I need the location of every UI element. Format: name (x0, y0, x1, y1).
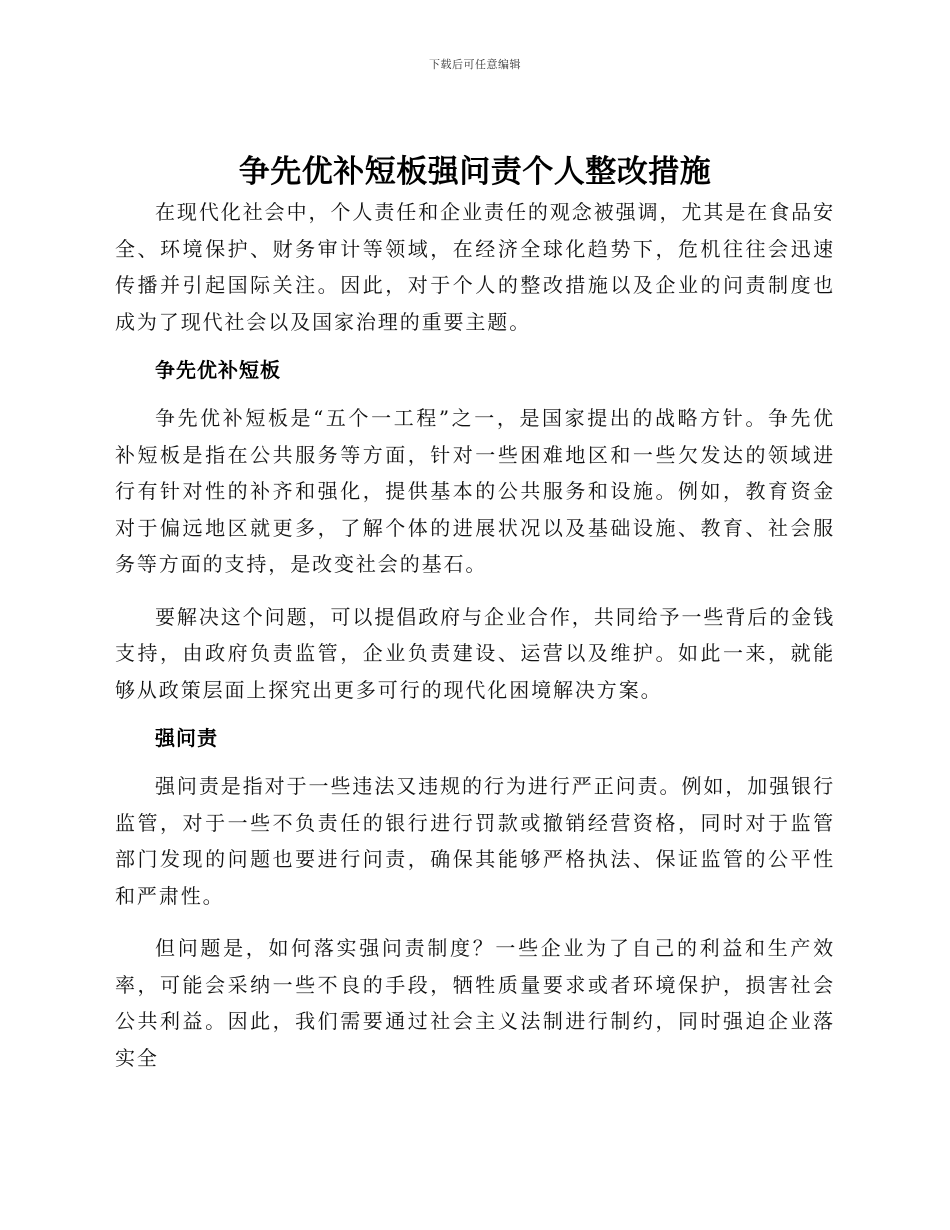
document-title: 争先优补短板强问责个人整改措施 (238, 154, 712, 190)
section-heading-zhengxian: 争先优补短板 (155, 358, 281, 382)
section-heading-wenze: 强问责 (155, 726, 218, 750)
section2-paragraph-2: 但问题是，如何落实强问责制度？一些企业为了自己的利益和生产效率，可能会采纳一些不良的手段，牺牲质量要求或者环境保护，损害社会公共利益。因此，我们需要通过社会主义法制进行制约，同时强迫企业落实全 (115, 936, 835, 1070)
header-note: 下载后可任意编辑 (429, 58, 521, 71)
section1-paragraph-1: 争先优补短板是“五个一工程”之一，是国家提出的战略方针。争先优补短板是指在公共服务等方面，针对一些困难地区和一些欠发达的领域进行有针对性的补齐和强化，提供基本的公共服务和设施。例如，教育资金对于偏远地区就更多，了解个体的进展状况以及基础设施、教育、社会服务等方面的支持，是改变社会的基石。 (115, 406, 835, 576)
document-body (115, 150, 835, 1076)
section1-paragraph-2: 要解决这个问题，可以提倡政府与企业合作，共同给予一些背后的金钱支持，由政府负责监管，企业负责建设、运营以及维护。如此一来，就能够从政策层面上探究出更多可行的现代化困境解决方案。 (115, 604, 835, 702)
intro-paragraph: 在现代化社会中，个人责任和企业责任的观念被强调，尤其是在食品安全、环境保护、财务审计等领域，在经济全球化趋势下，危机往往会迅速传播并引起国际关注。因此，对于个人的整改措施以及企业的问责制度也成为了现代社会以及国家治理的重要主题。 (115, 200, 835, 334)
section2-paragraph-1: 强问责是指对于一些违法又违规的行为进行严正问责。例如，加强银行监管，对于一些不负责任的银行进行罚款或撤销经营资格，同时对于监管部门发现的问题也要进行问责，确保其能够严格执法、保证监管的公平性和严肃性。 (115, 774, 835, 908)
